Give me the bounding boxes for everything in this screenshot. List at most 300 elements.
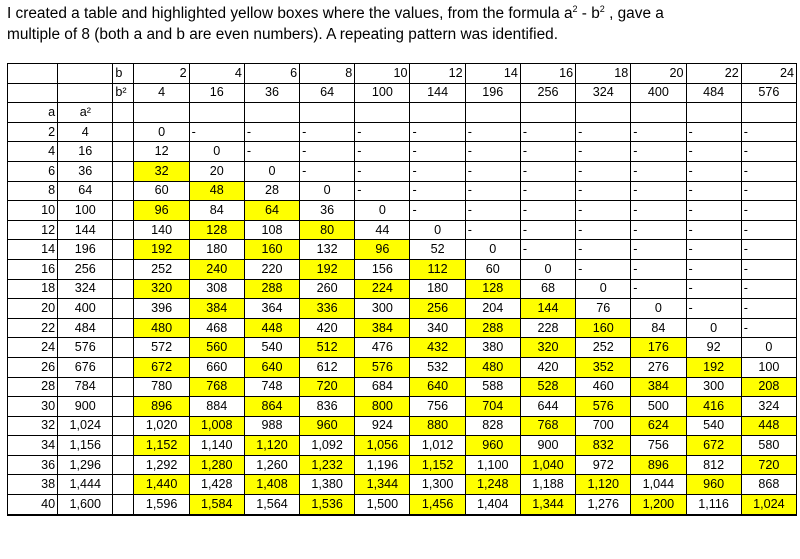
table-row: [8, 416, 797, 436]
spacer-cell: [113, 397, 134, 417]
table-row: [8, 259, 797, 279]
a-squared-value-cell: 1,444: [58, 475, 113, 495]
value-cell: 540: [244, 338, 299, 358]
value-cell: 1,564: [244, 495, 299, 515]
value-cell: -: [576, 201, 631, 221]
value-cell: -: [686, 259, 741, 279]
table-row: [8, 181, 797, 201]
highlighted-value-cell: 384: [355, 318, 410, 338]
value-cell: -: [244, 142, 299, 162]
a-value-cell: 6: [8, 161, 58, 181]
a-value-cell: 30: [8, 397, 58, 417]
a-value-cell: 22: [8, 318, 58, 338]
b-squared-value-cell: 16: [189, 83, 244, 103]
difference-of-squares-table: [7, 63, 797, 516]
a-value-cell: 38: [8, 475, 58, 495]
highlighted-value-cell: 576: [576, 397, 631, 417]
spacer-cell: [113, 357, 134, 377]
value-cell: 140: [134, 220, 189, 240]
a-squared-value-cell: 784: [58, 377, 113, 397]
value-cell: 60: [465, 259, 520, 279]
highlighted-value-cell: 880: [410, 416, 465, 436]
highlighted-value-cell: 832: [576, 436, 631, 456]
highlighted-value-cell: 384: [189, 299, 244, 319]
spacer-cell: [113, 259, 134, 279]
value-cell: -: [244, 122, 299, 142]
spacer-cell: [113, 416, 134, 436]
value-cell: -: [520, 220, 575, 240]
value-cell: -: [520, 201, 575, 221]
value-cell: -: [520, 122, 575, 142]
highlighted-value-cell: 1,232: [300, 455, 355, 475]
a-squared-value-cell: 1,024: [58, 416, 113, 436]
value-cell: 132: [300, 240, 355, 260]
value-cell: 0: [300, 181, 355, 201]
value-cell: 76: [576, 299, 631, 319]
a-squared-value-cell: 4: [58, 122, 113, 142]
description-text: [7, 3, 797, 45]
highlighted-value-cell: 1,280: [189, 455, 244, 475]
value-cell: 228: [520, 318, 575, 338]
value-cell: -: [576, 259, 631, 279]
value-cell: 660: [189, 357, 244, 377]
value-cell: 1,044: [631, 475, 686, 495]
highlighted-value-cell: 112: [410, 259, 465, 279]
highlighted-value-cell: 704: [465, 397, 520, 417]
value-cell: -: [631, 161, 686, 181]
value-cell: 204: [465, 299, 520, 319]
a-squared-value-cell: 144: [58, 220, 113, 240]
highlighted-value-cell: 896: [631, 455, 686, 475]
highlighted-value-cell: 720: [741, 455, 796, 475]
table-row: [8, 142, 797, 162]
value-cell: 460: [576, 377, 631, 397]
b-squared-value-cell: 324: [576, 83, 631, 103]
a-squared-value-cell: 1,156: [58, 436, 113, 456]
a-value-cell: 2: [8, 122, 58, 142]
highlighted-value-cell: 288: [244, 279, 299, 299]
highlighted-value-cell: 160: [576, 318, 631, 338]
highlighted-value-cell: 144: [520, 299, 575, 319]
value-cell: 300: [355, 299, 410, 319]
value-cell: -: [631, 142, 686, 162]
value-cell: -: [520, 240, 575, 260]
value-cell: -: [631, 240, 686, 260]
value-cell: 324: [741, 397, 796, 417]
value-cell: 1,260: [244, 455, 299, 475]
value-cell: 580: [741, 436, 796, 456]
value-cell: -: [189, 122, 244, 142]
b-squared-label: b²: [113, 83, 134, 103]
a-value-cell: 34: [8, 436, 58, 456]
value-cell: -: [300, 122, 355, 142]
a-value-cell: 20: [8, 299, 58, 319]
spacer-cell: [113, 181, 134, 201]
highlighted-value-cell: 1,408: [244, 475, 299, 495]
b-squared-value-cell: 400: [631, 83, 686, 103]
a-squared-value-cell: 36: [58, 161, 113, 181]
empty-cell: [134, 103, 189, 123]
highlighted-value-cell: 320: [134, 279, 189, 299]
value-cell: 780: [134, 377, 189, 397]
highlighted-value-cell: 192: [300, 259, 355, 279]
value-cell: 1,012: [410, 436, 465, 456]
value-cell: -: [631, 201, 686, 221]
value-cell: -: [686, 122, 741, 142]
highlighted-value-cell: 1,344: [355, 475, 410, 495]
value-cell: -: [686, 181, 741, 201]
table-row: [8, 201, 797, 221]
value-cell: 92: [686, 338, 741, 358]
highlighted-value-cell: 624: [631, 416, 686, 436]
spacer-cell: [113, 299, 134, 319]
value-cell: 684: [355, 377, 410, 397]
value-cell: 644: [520, 397, 575, 417]
header-row-b-squared: [8, 83, 797, 103]
empty-cell: [686, 103, 741, 123]
value-cell: -: [741, 299, 796, 319]
spacer-cell: [113, 201, 134, 221]
a-squared-label: a²: [58, 103, 113, 123]
corner-cell: [8, 83, 58, 103]
b-label: b: [113, 64, 134, 84]
value-cell: 1,140: [189, 436, 244, 456]
spacer-cell: [113, 220, 134, 240]
value-cell: 156: [355, 259, 410, 279]
highlighted-value-cell: 96: [134, 201, 189, 221]
b-squared-value-cell: 256: [520, 83, 575, 103]
value-cell: 972: [576, 455, 631, 475]
value-cell: 60: [134, 181, 189, 201]
value-cell: -: [631, 181, 686, 201]
table-row: [8, 397, 797, 417]
table-row: [8, 377, 797, 397]
value-cell: -: [300, 161, 355, 181]
highlighted-value-cell: 896: [134, 397, 189, 417]
b-value-cell: 6: [244, 64, 299, 84]
table-row: [8, 357, 797, 377]
table-row: [8, 240, 797, 260]
highlighted-value-cell: 1,008: [189, 416, 244, 436]
value-cell: -: [686, 240, 741, 260]
value-cell: 308: [189, 279, 244, 299]
value-cell: 1,292: [134, 455, 189, 475]
value-cell: 84: [189, 201, 244, 221]
empty-cell: [355, 103, 410, 123]
a-squared-value-cell: 196: [58, 240, 113, 260]
highlighted-value-cell: 1,200: [631, 495, 686, 515]
value-cell: -: [520, 161, 575, 181]
highlighted-value-cell: 48: [189, 181, 244, 201]
value-cell: 476: [355, 338, 410, 358]
value-cell: -: [410, 161, 465, 181]
value-cell: 84: [631, 318, 686, 338]
empty-cell: [244, 103, 299, 123]
b-value-cell: 10: [355, 64, 410, 84]
value-cell: 1,500: [355, 495, 410, 515]
a-squared-value-cell: 400: [58, 299, 113, 319]
value-cell: -: [741, 318, 796, 338]
value-cell: 68: [520, 279, 575, 299]
value-cell: 252: [134, 259, 189, 279]
highlighted-value-cell: 800: [355, 397, 410, 417]
value-cell: 1,380: [300, 475, 355, 495]
highlighted-value-cell: 960: [465, 436, 520, 456]
highlighted-value-cell: 208: [741, 377, 796, 397]
highlighted-value-cell: 1,456: [410, 495, 465, 515]
b-value-cell: 16: [520, 64, 575, 84]
header-row-a: [8, 103, 797, 123]
highlighted-value-cell: 512: [300, 338, 355, 358]
spacer-cell: [113, 475, 134, 495]
value-cell: -: [741, 220, 796, 240]
value-cell: 300: [686, 377, 741, 397]
highlighted-value-cell: 864: [244, 397, 299, 417]
value-cell: -: [410, 181, 465, 201]
value-cell: 260: [300, 279, 355, 299]
value-cell: -: [741, 259, 796, 279]
value-cell: 468: [189, 318, 244, 338]
a-squared-value-cell: 576: [58, 338, 113, 358]
value-cell: 380: [465, 338, 520, 358]
highlighted-value-cell: 192: [134, 240, 189, 260]
b-value-cell: 24: [741, 64, 796, 84]
value-cell: -: [631, 122, 686, 142]
value-cell: -: [741, 279, 796, 299]
value-cell: -: [741, 181, 796, 201]
b-value-cell: 12: [410, 64, 465, 84]
highlighted-value-cell: 288: [465, 318, 520, 338]
table-row: [8, 161, 797, 181]
highlighted-value-cell: 96: [355, 240, 410, 260]
a-value-cell: 18: [8, 279, 58, 299]
a-value-cell: 36: [8, 455, 58, 475]
highlighted-value-cell: 1,056: [355, 436, 410, 456]
value-cell: -: [520, 181, 575, 201]
value-cell: 0: [576, 279, 631, 299]
b-squared-value-cell: 484: [686, 83, 741, 103]
value-cell: -: [355, 161, 410, 181]
value-cell: -: [741, 122, 796, 142]
spacer-cell: [113, 240, 134, 260]
highlighted-value-cell: 384: [631, 377, 686, 397]
value-cell: -: [465, 201, 520, 221]
highlighted-value-cell: 768: [189, 377, 244, 397]
value-cell: 884: [189, 397, 244, 417]
value-cell: 340: [410, 318, 465, 338]
value-cell: 700: [576, 416, 631, 436]
table-row: [8, 122, 797, 142]
b-value-cell: 4: [189, 64, 244, 84]
empty-cell: [520, 103, 575, 123]
highlighted-value-cell: 1,024: [741, 495, 796, 515]
value-cell: 588: [465, 377, 520, 397]
spacer-cell: [113, 161, 134, 181]
spacer-cell: [113, 455, 134, 475]
a-value-cell: 12: [8, 220, 58, 240]
value-cell: 0: [520, 259, 575, 279]
a-value-cell: 24: [8, 338, 58, 358]
table-row: [8, 455, 797, 475]
a-value-cell: 32: [8, 416, 58, 436]
highlighted-value-cell: 64: [244, 201, 299, 221]
spacer-cell: [113, 279, 134, 299]
highlighted-value-cell: 448: [741, 416, 796, 436]
table-row: [8, 299, 797, 319]
value-cell: 1,116: [686, 495, 741, 515]
value-cell: -: [576, 122, 631, 142]
highlighted-value-cell: 448: [244, 318, 299, 338]
table-row: [8, 495, 797, 515]
value-cell: -: [465, 181, 520, 201]
value-cell: -: [300, 142, 355, 162]
value-cell: 20: [189, 161, 244, 181]
value-cell: 12: [134, 142, 189, 162]
value-cell: -: [631, 279, 686, 299]
a-value-cell: 10: [8, 201, 58, 221]
a-squared-value-cell: 16: [58, 142, 113, 162]
value-cell: -: [465, 122, 520, 142]
value-cell: 252: [576, 338, 631, 358]
b-squared-value-cell: 100: [355, 83, 410, 103]
highlighted-value-cell: 256: [410, 299, 465, 319]
a-squared-value-cell: 256: [58, 259, 113, 279]
empty-cell: [189, 103, 244, 123]
value-cell: -: [686, 201, 741, 221]
value-cell: 812: [686, 455, 741, 475]
value-cell: 1,196: [355, 455, 410, 475]
highlighted-value-cell: 336: [300, 299, 355, 319]
highlighted-value-cell: 1,120: [244, 436, 299, 456]
value-cell: 1,100: [465, 455, 520, 475]
a-squared-value-cell: 1,600: [58, 495, 113, 515]
value-cell: 748: [244, 377, 299, 397]
value-cell: 0: [465, 240, 520, 260]
value-cell: 108: [244, 220, 299, 240]
highlighted-value-cell: 352: [576, 357, 631, 377]
highlighted-value-cell: 720: [300, 377, 355, 397]
b-squared-value-cell: 144: [410, 83, 465, 103]
b-value-cell: 20: [631, 64, 686, 84]
value-cell: -: [686, 220, 741, 240]
description-line-2: multiple of 8 (both a and b are even numbers). A repeating pattern was identified.: [7, 26, 558, 43]
value-cell: 420: [300, 318, 355, 338]
a-squared-value-cell: 676: [58, 357, 113, 377]
value-cell: -: [686, 142, 741, 162]
a-squared-value-cell: 100: [58, 201, 113, 221]
highlighted-value-cell: 1,248: [465, 475, 520, 495]
value-cell: 1,276: [576, 495, 631, 515]
highlighted-value-cell: 640: [410, 377, 465, 397]
value-cell: 28: [244, 181, 299, 201]
highlighted-value-cell: 768: [520, 416, 575, 436]
a-value-cell: 28: [8, 377, 58, 397]
highlighted-value-cell: 528: [520, 377, 575, 397]
value-cell: 100: [741, 357, 796, 377]
value-cell: 500: [631, 397, 686, 417]
a-squared-value-cell: 1,296: [58, 455, 113, 475]
value-cell: -: [741, 161, 796, 181]
spacer-cell: [113, 338, 134, 358]
value-cell: -: [631, 220, 686, 240]
value-cell: -: [410, 122, 465, 142]
a-value-cell: 4: [8, 142, 58, 162]
value-cell: 612: [300, 357, 355, 377]
a-squared-value-cell: 64: [58, 181, 113, 201]
value-cell: 836: [300, 397, 355, 417]
highlighted-value-cell: 32: [134, 161, 189, 181]
highlighted-value-cell: 960: [300, 416, 355, 436]
value-cell: -: [686, 299, 741, 319]
value-cell: 364: [244, 299, 299, 319]
highlighted-value-cell: 480: [465, 357, 520, 377]
value-cell: -: [741, 240, 796, 260]
value-cell: -: [686, 279, 741, 299]
table-row: [8, 279, 797, 299]
value-cell: 1,092: [300, 436, 355, 456]
value-cell: 0: [355, 201, 410, 221]
highlighted-value-cell: 960: [686, 475, 741, 495]
highlighted-value-cell: 480: [134, 318, 189, 338]
highlighted-value-cell: 1,120: [576, 475, 631, 495]
value-cell: 572: [134, 338, 189, 358]
spacer-cell: [113, 318, 134, 338]
value-cell: -: [631, 259, 686, 279]
value-cell: 988: [244, 416, 299, 436]
highlighted-value-cell: 640: [244, 357, 299, 377]
value-cell: 52: [410, 240, 465, 260]
value-cell: 924: [355, 416, 410, 436]
b-squared-value-cell: 36: [244, 83, 299, 103]
value-cell: 220: [244, 259, 299, 279]
value-cell: -: [520, 142, 575, 162]
empty-cell: [300, 103, 355, 123]
highlighted-value-cell: 1,152: [134, 436, 189, 456]
highlighted-value-cell: 432: [410, 338, 465, 358]
value-cell: 276: [631, 357, 686, 377]
b-value-cell: 18: [576, 64, 631, 84]
highlighted-value-cell: 1,536: [300, 495, 355, 515]
a-squared-value-cell: 324: [58, 279, 113, 299]
value-cell: 1,020: [134, 416, 189, 436]
b-squared-value-cell: 4: [134, 83, 189, 103]
value-cell: -: [741, 201, 796, 221]
value-cell: 1,404: [465, 495, 520, 515]
value-cell: 1,428: [189, 475, 244, 495]
corner-cell: [8, 64, 58, 84]
highlighted-value-cell: 128: [465, 279, 520, 299]
corner-cell: [58, 64, 113, 84]
value-cell: -: [465, 220, 520, 240]
highlighted-value-cell: 160: [244, 240, 299, 260]
a-value-cell: 40: [8, 495, 58, 515]
highlighted-value-cell: 1,584: [189, 495, 244, 515]
value-cell: 828: [465, 416, 520, 436]
empty-cell: [410, 103, 465, 123]
highlighted-value-cell: 1,440: [134, 475, 189, 495]
table-row: [8, 436, 797, 456]
table-row: [8, 338, 797, 358]
b-value-cell: 8: [300, 64, 355, 84]
a-label: a: [8, 103, 58, 123]
spacer-cell: [113, 142, 134, 162]
value-cell: 0: [134, 122, 189, 142]
spacer-cell: [113, 103, 134, 123]
value-cell: -: [741, 142, 796, 162]
highlighted-value-cell: 1,040: [520, 455, 575, 475]
value-cell: 0: [631, 299, 686, 319]
highlighted-value-cell: 1,344: [520, 495, 575, 515]
